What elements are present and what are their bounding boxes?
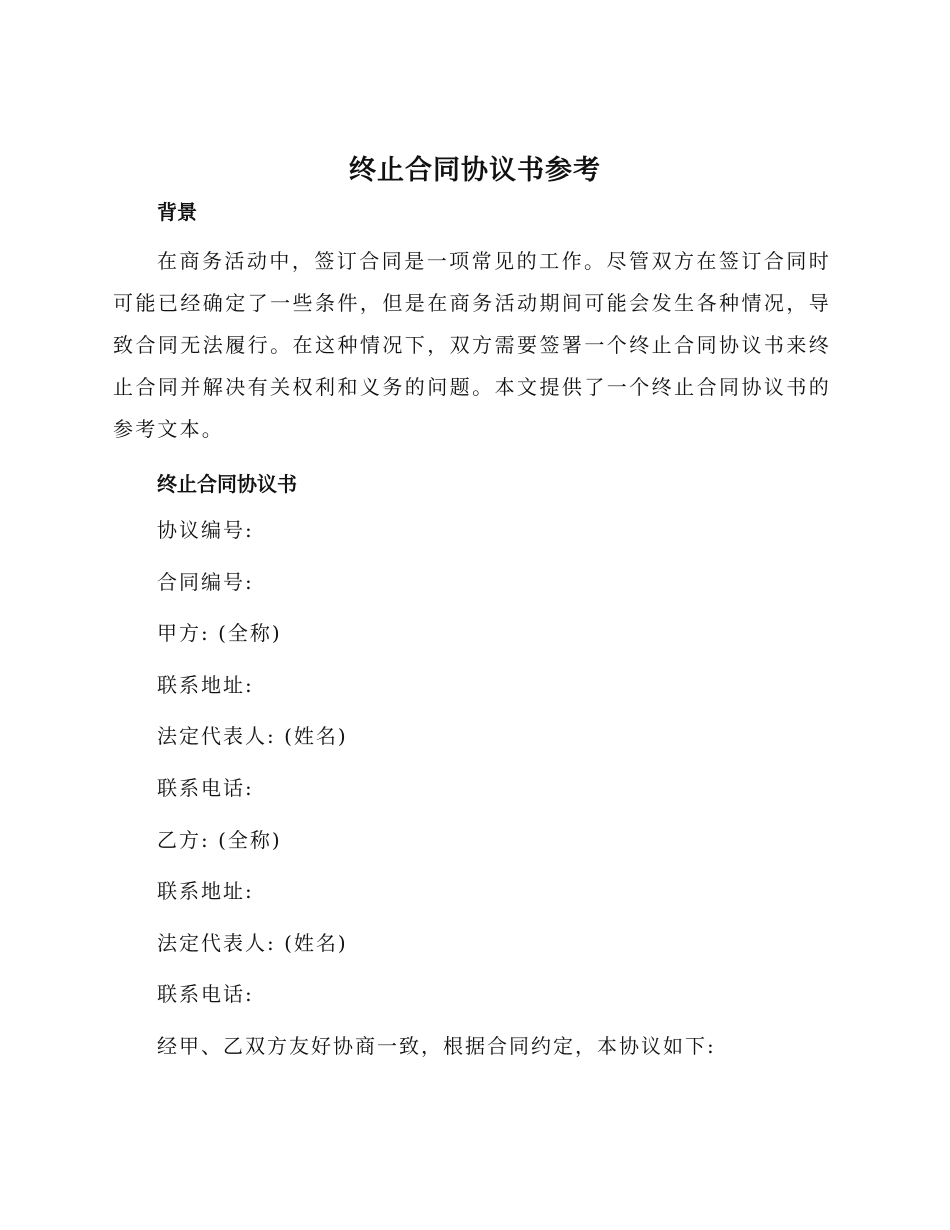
field-party-a-address: 联系地址: bbox=[157, 672, 254, 697]
field-party-a-representative: 法定代表人: (姓名) bbox=[157, 724, 348, 749]
agreement-fields bbox=[157, 512, 716, 1080]
field-party-b-phone: 联系电话: bbox=[157, 982, 254, 1007]
field-contract-number: 合同编号: bbox=[157, 569, 254, 594]
field-party-b-representative: 法定代表人: (姓名) bbox=[157, 930, 348, 955]
background-paragraph: 在商务活动中，签订合同是一项常见的工作。尽管双方在签订合同时可能已经确定了一些条件，但是在商务活动期间可能会发生各种情况，导致合同无法履行。在这种情况下，双方需要签署一个终止合同协议书来终止合同并解决有关权利和义务的问题。本文提供了一个终止合同协议书的参考文本。 bbox=[113, 249, 831, 441]
document-title: 终止合同协议书参考 bbox=[349, 155, 601, 186]
field-party-b-address: 联系地址: bbox=[157, 879, 254, 904]
background-heading: 背景 bbox=[157, 200, 197, 224]
field-party-a: 甲方: (全称) bbox=[157, 621, 282, 646]
field-agreement-number: 协议编号: bbox=[157, 518, 254, 542]
agreement-heading: 终止合同协议书 bbox=[157, 472, 297, 496]
agreement-preamble: 经甲、乙双方友好协商一致，根据合同约定，本协议如下: bbox=[157, 1033, 716, 1058]
field-party-a-phone: 联系电话: bbox=[157, 775, 254, 800]
field-party-b: 乙方: (全称) bbox=[157, 827, 282, 852]
